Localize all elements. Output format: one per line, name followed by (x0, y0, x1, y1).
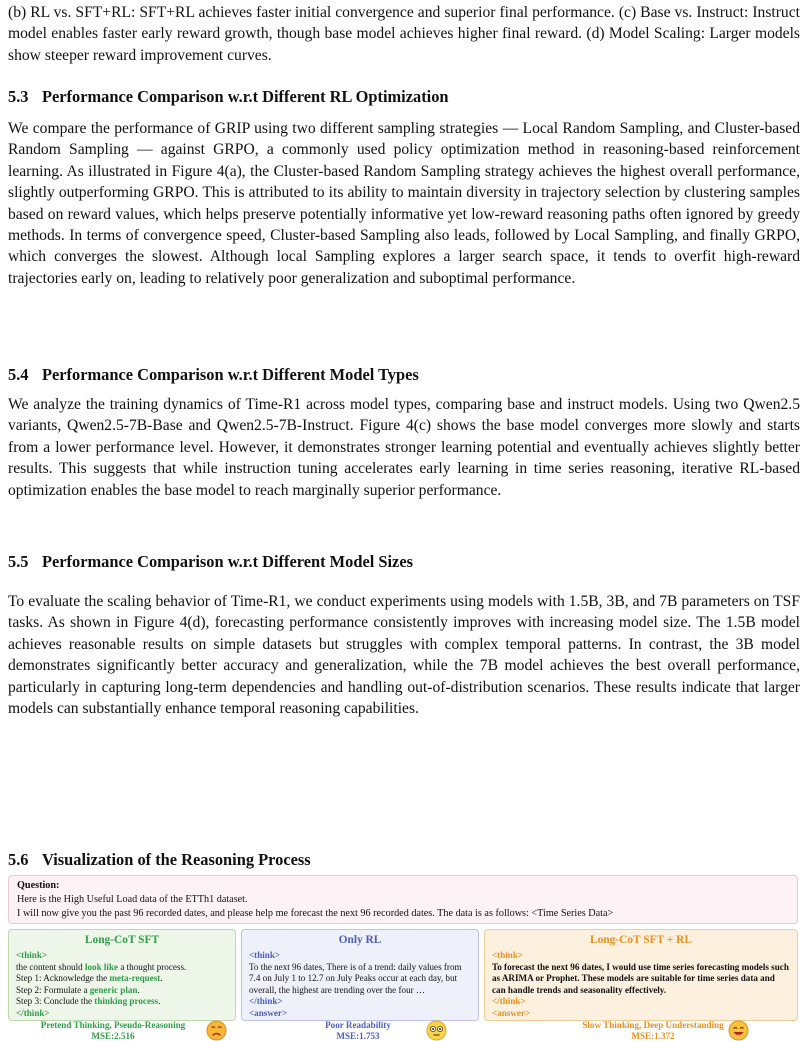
think-close-tag: </think> (249, 996, 283, 1006)
section-number: 5.6 (8, 850, 29, 869)
section-heading-5-3 (8, 87, 449, 107)
think-open-tag: <think> (249, 950, 281, 960)
panel-title: Only RL (338, 934, 382, 946)
reasoning-line: the content should look like a thought process. (16, 961, 187, 972)
reasoning-text: To forecast the next 96 dates, I would use time series forecasting models such as ARIMA or Prophet. These models are suitable for time series data and can handle trends and seasonality effectively. (492, 961, 789, 995)
panel-only-rl (241, 929, 479, 1021)
panel-caption-sft: Pretend Thinking, Pseudo-Reasoning MSE:2.516 (40, 1020, 186, 1041)
section-title: Performance Comparison w.r.t Different Model Types (42, 365, 419, 384)
panel-title: Long-CoT SFT + RL (590, 934, 692, 946)
section-heading-5-6 (8, 850, 311, 870)
answer-open-tag: <answer> (492, 1007, 531, 1018)
section-title: Performance Comparison w.r.t Different RL Optimization (42, 87, 449, 106)
section-title: Performance Comparison w.r.t Different Model Sizes (42, 552, 413, 571)
reasoning-step: Step 2: Formulate a generic plan. (16, 984, 140, 995)
think-close-tag: </think> (16, 1007, 50, 1018)
section-paragraph-5-3: We compare the performance of GRIP using two different sampling strategies — Local Random Sampling, and Cluster-based Random Sampling — against GRPO, a commonly used policy optimization method in reasoning-based reinforcement learning. As illustrated in Figure 4(a), the Cluster-based Random Sampling strategy achieves the highest overall performance, slightly outperforming GRPO. This is attributed to its ability to maintain diversity in trajectory selection by clustering samples based on reward values, which helps preserve potentially informative yet low-reward reasoning paths often ignored by greedy methods. In terms of convergence speed, Cluster-based Sampling also leads, followed by Local Sampling, and finally GRPO, which converges the slowest. Although local Sampling explores a larger search space, it tends to overfit high-reward trajectories early on, leading to relatively poor generalization and suboptimal performance. (8, 120, 800, 287)
panel-title: Long-CoT SFT (84, 934, 160, 946)
question-line: I will now give you the past 96 recorded dates, and please help me forecast the next 96 recorded dates. The data is as follows: <Time Series Data> (17, 908, 614, 919)
section-number: 5.3 (8, 87, 29, 106)
reasoning-step: Step 3: Conclude the thinking process. (16, 996, 161, 1006)
section-number: 5.5 (8, 552, 29, 571)
think-close-tag: </think> (492, 996, 526, 1006)
reasoning-step: Step 1: Acknowledge the meta-request. (16, 973, 163, 983)
panel-caption-sft-rl: Slow Thinking, Deep Understanding MSE:1.372 (582, 1020, 724, 1041)
think-open-tag: <think> (492, 950, 524, 960)
section-paragraph-5-4: We analyze the training dynamics of Time-R1 across model types, comparing base and instruct models. Using two Qwen2.5 variants, Qwen2.5-7B-Base and Qwen2.5-7B-Instruct. Figure 4(c) shows the base model converges more slowly and starts from a lower performance level. However, it demonstrates stronger learning potential and eventually achieves slightly better results. This suggests that while instruction tuning accelerates early learning in time series reasoning, iterative RL-based optimization enables the base model to reach marginally superior performance. (8, 396, 800, 499)
section-heading-5-5 (8, 552, 413, 572)
section-number: 5.4 (8, 365, 29, 384)
section-paragraph-5-5: To evaluate the scaling behavior of Time-R1, we conduct experiments using models with 1.5B, 3B, and 7B parameters on TSF tasks. As shown in Figure 4(d), forecasting performance consistently improves with increasing model size. The 1.5B model achieves reasonable results on simple datasets but struggles with complex temporal patterns. In contrast, the 3B model demonstrates significantly better accuracy and generalization, while the 7B model achieves the best overall performance, particularly in capturing long-term dependencies and handling out-of-distribution scenarios. These results indicate that larger models can substantially enhance temporal reasoning capabilities. (8, 593, 800, 718)
question-heading: Question: (17, 880, 60, 891)
panel-long-cot-sft-rl (484, 929, 798, 1021)
answer-open-tag: <answer> (249, 1007, 288, 1018)
section-title: Visualization of the Reasoning Process (42, 850, 311, 869)
reasoning-visualization-figure (8, 875, 800, 1041)
think-open-tag: <think> (16, 950, 48, 960)
question-line: Here is the High Useful Load data of the ETTh1 dataset. (17, 894, 248, 905)
section-heading-5-4 (8, 365, 419, 385)
panel-long-cot-sft (8, 929, 236, 1021)
panel-caption-rl: Poor Readability MSE:1.753 (325, 1020, 391, 1041)
question-box (8, 875, 798, 924)
reasoning-text: To the next 96 dates, There is of a trend: daily values from 7.4 on July 1 to 12.7 on July Peaks occur at each day, but overall, the highest are trending over the four … (249, 961, 462, 995)
figure-caption-continuation: (b) RL vs. SFT+RL: SFT+RL achieves faster initial convergence and superior final performance. (c) Base vs. Instruct: Instruct model enables faster early reward growth, though base model achieves higher final reward. (d) Model Scaling: Larger models show steeper reward improvement curves. (8, 4, 800, 64)
